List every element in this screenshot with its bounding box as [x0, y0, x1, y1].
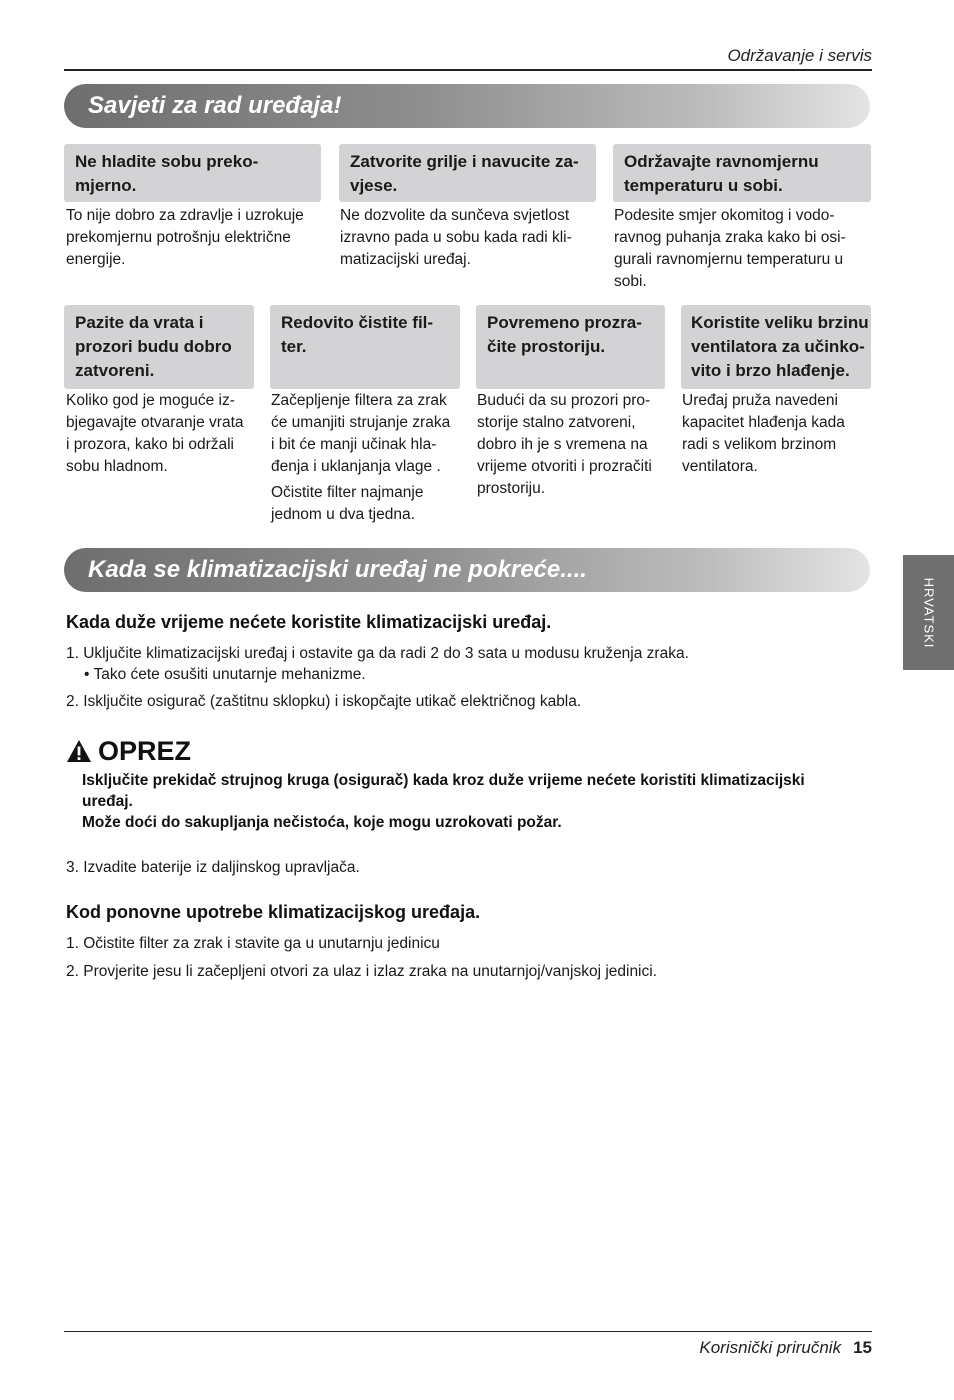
long-idle-step-1-note: • Tako ćete osušiti unutarnje mehanizme. — [84, 666, 366, 683]
tip-text-curtains: Ne dozvolite da sunčeva svjetlost izravno pada u sobu kada radi kli- matizacijski uređaj. — [340, 207, 572, 268]
page-footer — [699, 1338, 872, 1358]
tip-text-doors-windows: Koliko god je moguće iz- bjegavajte otvaranje vrata i prozora, kako bi održali sobu hladnom. — [66, 392, 244, 475]
caution-title — [66, 735, 191, 767]
tip-text-even-temperature: Podesite smjer okomitog i vodo- ravnog puhanja zraka kako bi osi- gurali ravnomjernu temperaturu u sobi. — [614, 207, 846, 290]
tip-text-clean-filter: Začepljenje filtera za zrak će umanjiti strujanje zraka i bit će manji učinak hla- đenja i uklanjanja vlage . — [271, 392, 451, 475]
tip-text-overcool: To nije dobro za zdravlje i uzrokuje prekomjernu potrošnju električne energije. — [66, 207, 304, 268]
language-side-tab — [903, 555, 954, 670]
tip-text-ventilate: Budući da su prozori pro- storije stalno zatvoreni, dobro ih je s vremena na vrijeme otvoriti i prozračiti prostoriju. — [477, 392, 652, 497]
reuse-heading: Kod ponovne upotrebe klimatizacijskog uređaja. — [66, 902, 481, 922]
footer-manual-title: Korisnički priručnik — [699, 1338, 842, 1357]
long-idle-step-1: 1. Uključite klimatizacijski uređaj i ostavite ga da radi 2 do 3 sata u modusu kruženja zraka. — [66, 645, 689, 662]
long-idle-step-3: 3. Izvadite baterije iz daljinskog upravljača. — [66, 859, 360, 876]
not-starting-section-banner — [64, 548, 870, 592]
caution-text: Isključite prekidač strujnog kruga (osigurač) kada kroz duže vrijeme nećete koristiti klimatizacijski uređaj. Može doći do sakupljanja nečistoća, koje mogu uzrokovati požar. — [82, 772, 805, 831]
long-idle-heading: Kada duže vrijeme nećete koristite klimatizacijski uređaj. — [66, 612, 552, 632]
long-idle-step-2: 2. Isključite osigurač (zaštitnu sklopku) i iskopčajte utikač električnog kabla. — [66, 693, 582, 710]
tip-heading-doors-windows: Pazite da vrata i prozori budu dobro zatvoreni. — [64, 305, 254, 389]
tip-text-high-fan: Uređaj pruža navedeni kapacitet hlađenja kada radi s velikom brzinom ventilatora. — [682, 392, 845, 475]
reuse-step-2: 2. Provjerite jesu li začepljeni otvori za ulaz i izlaz zraka na unutarnjoj/vanjskoj jedinici. — [66, 963, 658, 980]
tips-section-banner — [64, 84, 870, 128]
language-label: HRVATSKI — [921, 577, 936, 648]
tip-heading-ventilate: Povremeno prozra- čite prostoriju. — [476, 305, 665, 389]
tip-heading-clean-filter: Redovito čistite fil- ter. — [270, 305, 460, 389]
tip-heading-curtains: Zatvorite grilje i navucite za- vjese. — [339, 144, 596, 202]
tip-heading-high-fan: Koristite veliku brzinu ventilatora za učinko- vito i brzo hlađenje. — [681, 305, 871, 389]
page-number: 15 — [853, 1338, 872, 1357]
header-divider — [64, 69, 872, 71]
warning-triangle-icon — [66, 739, 92, 763]
running-header: Održavanje i servis — [727, 46, 872, 65]
tip-heading-overcool: Ne hladite sobu preko- mjerno. — [64, 144, 321, 202]
not-starting-section-title: Kada se klimatizacijski uređaj ne pokreće.... — [88, 556, 587, 583]
footer-divider — [64, 1331, 872, 1332]
tip-text-clean-filter-interval: Očistite filter najmanje jednom u dva tjedna. — [271, 484, 424, 523]
caution-label: OPREZ — [98, 735, 192, 766]
tips-section-title: Savjeti za rad uređaja! — [88, 92, 342, 119]
tip-heading-even-temperature: Održavajte ravnomjernu temperaturu u sobi. — [613, 144, 871, 202]
reuse-step-1: 1. Očistite filter za zrak i stavite ga u unutarnju jedinicu — [66, 935, 440, 952]
